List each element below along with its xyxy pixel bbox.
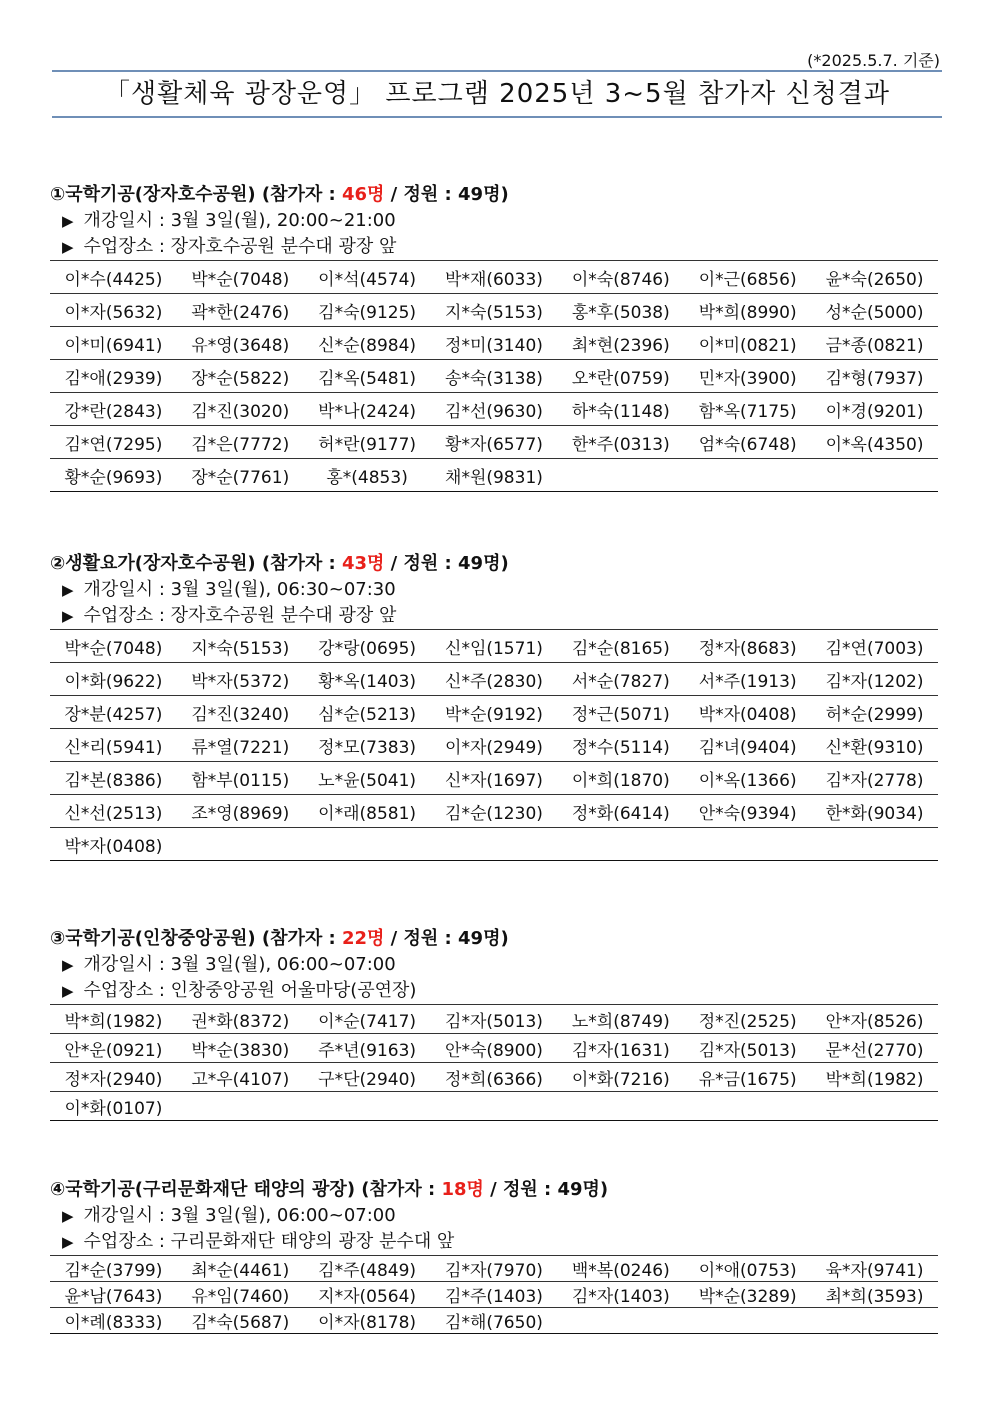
- participant-cell: 정*희(6366): [431, 1063, 558, 1092]
- participant-cell: [684, 459, 811, 492]
- participant-cell: 신*환(9310): [811, 729, 938, 762]
- participant-cell: 김*순(1230): [431, 795, 558, 828]
- participant-cell: 서*주(1913): [684, 663, 811, 696]
- capacity: / 정원 : 49명): [384, 184, 509, 205]
- section-program-name: ②생활요가(장자호수공원) (참가자 :: [50, 553, 342, 574]
- participant-cell: 권*화(8372): [177, 1005, 304, 1034]
- participant-cell: 신*주(2830): [431, 663, 558, 696]
- place-text: 수업장소 : 구리문화재단 태양의 광장 분수대 앞: [83, 1231, 455, 1252]
- participant-cell: 김*자(7970): [431, 1256, 558, 1282]
- schedule-text: 개강일시 : 3월 3일(월), 06:30~07:30: [83, 579, 396, 600]
- participant-cell: 박*희(8990): [684, 294, 811, 327]
- table-row: [50, 360, 938, 393]
- schedule-text: 개강일시 : 3월 3일(월), 06:00~07:00: [83, 1205, 396, 1226]
- participant-cell: 박*재(6033): [431, 261, 558, 294]
- participant-cell: 채*원(9831): [431, 459, 558, 492]
- participant-count: 22명: [341, 928, 385, 949]
- participant-cell: 서*순(7827): [557, 663, 684, 696]
- participant-cell: 박*순(7048): [177, 261, 304, 294]
- participant-cell: 이*미(0821): [684, 327, 811, 360]
- participant-cell: [304, 1092, 431, 1121]
- participant-cell: 박*순(3830): [177, 1034, 304, 1063]
- participant-cell: 김*자(5013): [684, 1034, 811, 1063]
- participant-cell: 지*숙(5153): [431, 294, 558, 327]
- participant-cell: [684, 828, 811, 861]
- participant-table: [50, 1255, 938, 1334]
- participant-cell: 정*진(2525): [684, 1005, 811, 1034]
- participant-cell: 박*희(1982): [50, 1005, 177, 1034]
- participant-cell: 이*자(8178): [304, 1308, 431, 1334]
- participant-cell: 박*희(1982): [811, 1063, 938, 1092]
- section-4: [50, 1177, 940, 1334]
- participant-cell: 김*숙(5687): [177, 1308, 304, 1334]
- triangle-bullet-icon: ▶: [62, 581, 74, 599]
- table-row: [50, 1063, 938, 1092]
- participant-cell: 곽*한(2476): [177, 294, 304, 327]
- participant-cell: 박*순(3289): [684, 1282, 811, 1308]
- participant-cell: 장*순(7761): [177, 459, 304, 492]
- participant-cell: 황*순(9693): [50, 459, 177, 492]
- page-title: 「생활체육 광장운영」 프로그램 2025년 3~5월 참가자 신청결과: [52, 70, 942, 118]
- participant-cell: 김*해(7650): [431, 1308, 558, 1334]
- participant-cell: 신*순(8984): [304, 327, 431, 360]
- participant-cell: [431, 1092, 558, 1121]
- participant-cell: 이*경(9201): [811, 393, 938, 426]
- participant-cell: 이*석(4574): [304, 261, 431, 294]
- participant-cell: 이*옥(4350): [811, 426, 938, 459]
- table-row: [50, 1256, 938, 1282]
- participant-cell: 송*숙(3138): [431, 360, 558, 393]
- table-row: [50, 1308, 938, 1334]
- triangle-bullet-icon: ▶: [62, 1233, 74, 1251]
- participant-cell: 함*옥(7175): [684, 393, 811, 426]
- participant-cell: [304, 828, 431, 861]
- participant-cell: 조*영(8969): [177, 795, 304, 828]
- participant-cell: [811, 1308, 938, 1334]
- section-program-name: ①국학기공(장자호수공원) (참가자 :: [50, 184, 342, 205]
- participant-cell: 장*분(4257): [50, 696, 177, 729]
- table-row: [50, 327, 938, 360]
- participant-cell: 류*열(7221): [177, 729, 304, 762]
- class-schedule: [50, 952, 940, 978]
- participant-cell: 유*금(1675): [684, 1063, 811, 1092]
- participant-cell: 노*희(8749): [557, 1005, 684, 1034]
- triangle-bullet-icon: ▶: [62, 212, 74, 230]
- participant-cell: 김*주(4849): [304, 1256, 431, 1282]
- participant-cell: 이*화(7216): [557, 1063, 684, 1092]
- participant-cell: 한*화(9034): [811, 795, 938, 828]
- participant-table: [50, 629, 938, 861]
- participant-table: [50, 260, 938, 492]
- participant-cell: 김*숙(9125): [304, 294, 431, 327]
- participant-cell: [177, 828, 304, 861]
- participant-cell: 정*근(5071): [557, 696, 684, 729]
- participant-cell: 김*진(3020): [177, 393, 304, 426]
- section-heading: [50, 182, 940, 208]
- participant-cell: [811, 828, 938, 861]
- participant-cell: 최*희(3593): [811, 1282, 938, 1308]
- participant-cell: 김*형(7937): [811, 360, 938, 393]
- schedule-text: 개강일시 : 3월 3일(월), 06:00~07:00: [83, 954, 396, 975]
- triangle-bullet-icon: ▶: [62, 607, 74, 625]
- participant-cell: 장*순(5822): [177, 360, 304, 393]
- place-text: 수업장소 : 장자호수공원 분수대 광장 앞: [83, 605, 397, 626]
- participant-cell: 육*자(9741): [811, 1256, 938, 1282]
- section-heading: [50, 926, 940, 952]
- participant-cell: 김*자(1403): [557, 1282, 684, 1308]
- participant-cell: 정*자(2940): [50, 1063, 177, 1092]
- table-row: [50, 1034, 938, 1063]
- section-heading: [50, 551, 940, 577]
- table-row: [50, 1005, 938, 1034]
- participant-cell: 허*순(2999): [811, 696, 938, 729]
- table-row: [50, 828, 938, 861]
- participant-cell: 홍*(4853): [304, 459, 431, 492]
- participant-cell: 성*순(5000): [811, 294, 938, 327]
- class-location: [50, 603, 940, 629]
- participant-count: 46명: [341, 184, 385, 205]
- participant-cell: 박*나(2424): [304, 393, 431, 426]
- section-3: [50, 926, 940, 1121]
- table-row: [50, 426, 938, 459]
- participant-cell: 박*자(5372): [177, 663, 304, 696]
- participant-cell: 김*주(1403): [431, 1282, 558, 1308]
- participant-cell: 황*자(6577): [431, 426, 558, 459]
- participant-cell: 한*주(0313): [557, 426, 684, 459]
- class-schedule: [50, 208, 940, 234]
- participant-cell: 심*순(5213): [304, 696, 431, 729]
- table-row: [50, 459, 938, 492]
- participant-cell: 안*숙(8900): [431, 1034, 558, 1063]
- participant-count: 43명: [341, 553, 385, 574]
- table-row: [50, 696, 938, 729]
- participant-cell: 이*화(0107): [50, 1092, 177, 1121]
- triangle-bullet-icon: ▶: [62, 238, 74, 256]
- participant-cell: 김*연(7003): [811, 630, 938, 663]
- table-row: [50, 393, 938, 426]
- participant-cell: 문*선(2770): [811, 1034, 938, 1063]
- participant-cell: 김*선(9630): [431, 393, 558, 426]
- place-text: 수업장소 : 인창중앙공원 어울마당(공연장): [83, 980, 417, 1001]
- participant-cell: 오*란(0759): [557, 360, 684, 393]
- class-location: [50, 978, 940, 1004]
- participant-cell: 민*자(3900): [684, 360, 811, 393]
- participant-cell: 이*근(6856): [684, 261, 811, 294]
- participant-cell: 이*자(5632): [50, 294, 177, 327]
- participant-cell: 김*옥(5481): [304, 360, 431, 393]
- participant-cell: [684, 1308, 811, 1334]
- participant-cell: 지*숙(5153): [177, 630, 304, 663]
- participant-cell: [431, 828, 558, 861]
- participant-cell: 김*자(1631): [557, 1034, 684, 1063]
- participant-cell: 이*래(8581): [304, 795, 431, 828]
- participant-count: 18명: [441, 1179, 484, 1200]
- capacity: / 정원 : 49명): [384, 928, 509, 949]
- participant-cell: 이*순(7417): [304, 1005, 431, 1034]
- participant-cell: 최*순(4461): [177, 1256, 304, 1282]
- participant-cell: 하*숙(1148): [557, 393, 684, 426]
- triangle-bullet-icon: ▶: [62, 982, 74, 1000]
- participant-cell: 이*숙(8746): [557, 261, 684, 294]
- table-row: [50, 261, 938, 294]
- participant-cell: 고*우(4107): [177, 1063, 304, 1092]
- section-2: [50, 551, 940, 861]
- table-row: [50, 762, 938, 795]
- participant-cell: 이*례(8333): [50, 1308, 177, 1334]
- participant-cell: 김*연(7295): [50, 426, 177, 459]
- participant-cell: 윤*남(7643): [50, 1282, 177, 1308]
- participant-cell: 신*자(1697): [431, 762, 558, 795]
- participant-cell: 이*자(2949): [431, 729, 558, 762]
- participant-cell: 이*애(0753): [684, 1256, 811, 1282]
- participant-cell: 금*종(0821): [811, 327, 938, 360]
- participant-cell: 허*란(9177): [304, 426, 431, 459]
- participant-cell: 박*순(7048): [50, 630, 177, 663]
- participant-cell: 구*단(2940): [304, 1063, 431, 1092]
- participant-cell: 이*화(9622): [50, 663, 177, 696]
- triangle-bullet-icon: ▶: [62, 1207, 74, 1225]
- participant-cell: 이*희(1870): [557, 762, 684, 795]
- participant-cell: [177, 1092, 304, 1121]
- section-heading: [50, 1177, 940, 1203]
- participant-cell: 김*본(8386): [50, 762, 177, 795]
- participant-cell: 신*선(2513): [50, 795, 177, 828]
- participant-cell: 김*자(1202): [811, 663, 938, 696]
- participant-cell: 안*자(8526): [811, 1005, 938, 1034]
- participant-cell: 함*부(0115): [177, 762, 304, 795]
- participant-cell: 김*자(2778): [811, 762, 938, 795]
- participant-table: [50, 1004, 938, 1121]
- participant-cell: 이*수(4425): [50, 261, 177, 294]
- participant-cell: 정*모(7383): [304, 729, 431, 762]
- participant-cell: 노*윤(5041): [304, 762, 431, 795]
- section-program-name: ④국학기공(구리문화재단 태양의 광장) (참가자 :: [50, 1179, 442, 1200]
- as-of-date: (*2025.5.7. 기준): [807, 51, 940, 70]
- participant-cell: 김*순(3799): [50, 1256, 177, 1282]
- participant-cell: 박*자(0408): [684, 696, 811, 729]
- triangle-bullet-icon: ▶: [62, 956, 74, 974]
- participant-cell: 최*현(2396): [557, 327, 684, 360]
- participant-cell: [557, 1092, 684, 1121]
- class-location: [50, 234, 940, 260]
- section-1: [50, 182, 940, 492]
- participant-cell: 박*순(9192): [431, 696, 558, 729]
- capacity: / 정원 : 49명): [384, 553, 509, 574]
- participant-cell: 안*운(0921): [50, 1034, 177, 1063]
- participant-cell: [557, 459, 684, 492]
- participant-cell: 안*숙(9394): [684, 795, 811, 828]
- table-row: [50, 630, 938, 663]
- table-row: [50, 729, 938, 762]
- table-row: [50, 795, 938, 828]
- capacity: / 정원 : 49명): [483, 1179, 609, 1200]
- participant-cell: [811, 1092, 938, 1121]
- section-program-name: ③국학기공(인창중앙공원) (참가자 :: [50, 928, 342, 949]
- class-schedule: [50, 577, 940, 603]
- participant-cell: 김*은(7772): [177, 426, 304, 459]
- participant-cell: 김*자(5013): [431, 1005, 558, 1034]
- participant-cell: 백*복(0246): [557, 1256, 684, 1282]
- participant-cell: [684, 1092, 811, 1121]
- table-row: [50, 663, 938, 696]
- participant-cell: 정*자(8683): [684, 630, 811, 663]
- participant-cell: 정*미(3140): [431, 327, 558, 360]
- participant-cell: 정*수(5114): [557, 729, 684, 762]
- participant-cell: 이*미(6941): [50, 327, 177, 360]
- participant-cell: 유*영(3648): [177, 327, 304, 360]
- participant-cell: [811, 459, 938, 492]
- participant-cell: 유*임(7460): [177, 1282, 304, 1308]
- participant-cell: 이*옥(1366): [684, 762, 811, 795]
- participant-cell: 주*년(9163): [304, 1034, 431, 1063]
- participant-cell: 엄*숙(6748): [684, 426, 811, 459]
- participant-cell: 황*옥(1403): [304, 663, 431, 696]
- class-location: [50, 1229, 940, 1255]
- participant-cell: 지*자(0564): [304, 1282, 431, 1308]
- participant-cell: 홍*후(5038): [557, 294, 684, 327]
- table-row: [50, 294, 938, 327]
- participant-cell: 강*랑(0695): [304, 630, 431, 663]
- participant-cell: 강*란(2843): [50, 393, 177, 426]
- participant-cell: 신*임(1571): [431, 630, 558, 663]
- schedule-text: 개강일시 : 3월 3일(월), 20:00~21:00: [83, 210, 396, 231]
- participant-cell: 김*애(2939): [50, 360, 177, 393]
- participant-cell: 정*화(6414): [557, 795, 684, 828]
- table-row: [50, 1092, 938, 1121]
- table-row: [50, 1282, 938, 1308]
- participant-cell: 김*진(3240): [177, 696, 304, 729]
- participant-cell: [557, 828, 684, 861]
- participant-cell: 김*녀(9404): [684, 729, 811, 762]
- participant-cell: 김*순(8165): [557, 630, 684, 663]
- participant-cell: 신*리(5941): [50, 729, 177, 762]
- participant-cell: [557, 1308, 684, 1334]
- participant-cell: 박*자(0408): [50, 828, 177, 861]
- participant-cell: 윤*숙(2650): [811, 261, 938, 294]
- class-schedule: [50, 1203, 940, 1229]
- place-text: 수업장소 : 장자호수공원 분수대 광장 앞: [83, 236, 397, 257]
